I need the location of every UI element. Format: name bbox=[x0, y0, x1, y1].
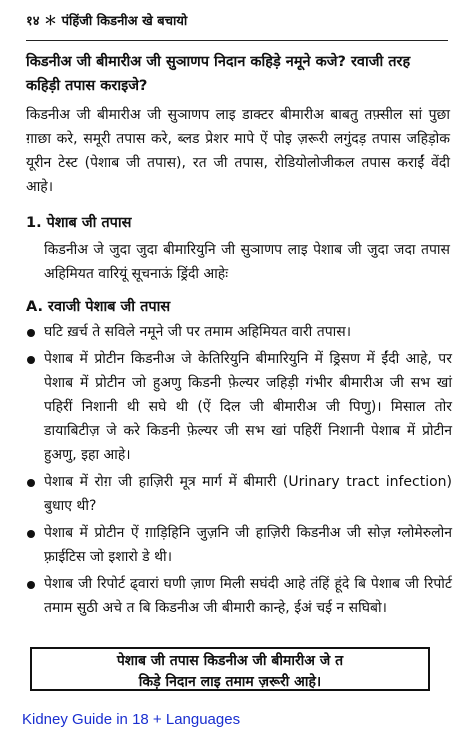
note-box-line-2: किड़े निदान लाइ तमाम ज़रूरी आहे। bbox=[138, 674, 322, 690]
bullet-dot-icon bbox=[27, 479, 35, 487]
bullet-list bbox=[26, 320, 452, 623]
question-heading: किडनीअ जी बीमारीअ जी सुञाणप निदान कहिड़े नमूने कजे? रवाजी तरह कहिड़ी तपास कराइजे? bbox=[26, 54, 411, 94]
subsection-heading: A. रवाजी पेशाब जी तपास bbox=[26, 299, 171, 315]
section-intro: किडनीअ जे जुदा जुदा बीमारियुनि जी सुञाणप लाइ पेशाब जी जुदा जदा तपास अहिमियत वारियूं सूचनाऊं ड्रिंदी आहेः bbox=[44, 242, 450, 282]
bullet-dot-icon bbox=[27, 329, 35, 337]
note-box-line-1: पेशाब जी तपास किडनीअ जी बीमारीअ जे त bbox=[116, 653, 344, 669]
list-item bbox=[26, 347, 452, 467]
list-item-text: घटि ख़र्च ते सविले नमूने जी पर तमाम अहिमियत वारी तपास। bbox=[44, 324, 352, 340]
bullet-dot-icon bbox=[27, 530, 35, 538]
list-item-text: पेशाब में प्रोटीन ऐं ग़ाड़िहिनि जुज़नि जी हाज़िरी किडनीअ जी सोज़ ग्लोमेरुलोन फ़्राईटिस जो इशारो डे थी। bbox=[44, 525, 452, 565]
footer-link[interactable]: Kidney Guide in 18 + Languages bbox=[22, 711, 241, 728]
note-box bbox=[30, 647, 430, 691]
list-item bbox=[26, 470, 452, 518]
header-divider bbox=[26, 40, 448, 41]
running-head: १४ ＊ पंहिंजी किडनीअ खे बचायो bbox=[26, 14, 188, 29]
bullet-dot-icon bbox=[27, 581, 35, 589]
section-heading: 1. पेशाब जी तपास bbox=[26, 215, 132, 231]
list-item-text: पेशाब में रोग़ जी हाज़िरी मूत्र मार्ग में बीमारी (Urinary tract infection) बुधाए थी? bbox=[44, 474, 452, 514]
list-item-text: पेशाब जी रिपोर्ट ढ्वारां घणी ज़ाण मिली सघंदी आहे तंहिं हूंदे बि पेशाब जी रिपोर्ट तमाम सुठी अचे त बि किडनीअ जी बीमारी कान्हे, ईअं चई न सघिबो। bbox=[44, 576, 452, 616]
bullet-dot-icon bbox=[27, 356, 35, 364]
intro-paragraph: किडनीअ जी बीमारीअ जी सुञाणप लाइ डाक्टर बीमारीअ बाबतु तफ़्सील सां पुछा ग़ाछा करे, समूरी तपास करे, ब्लड प्रेशर मापे ऐं पोइ ज़रूरी लगुंदड़ तपास जहिड़ोक यूरीन टेस्ट (पेशाब जी तपास), रत जी तपास, रोडियोलोजीकल तपास कराईं वेंदी आहे। bbox=[26, 107, 450, 195]
list-item bbox=[26, 521, 452, 569]
list-item bbox=[26, 572, 452, 620]
list-item bbox=[26, 320, 452, 344]
list-item-text: पेशाब में प्रोटीन किडनीअ जे केतिरियुनि बीमारियुनि में ड्रिसण में ईंदी आहे, पर पेशाब में प्रोटीन जो हुअणु किडनी फ़ेल्यर जहिड़ी गंभीर बीमारीअ जी सभ खां पहिरीं निशानी थी सघे थी (ऐं दिल जी बीमारीअ जी पिणु)। मिसाल तोर डायाबिटीज़ जे करे किडनी फ़ेल्यर जी सभ खां पहिरीं निशानी पेशाब में प्रोटीन हुअणु, इहा आहे। bbox=[44, 351, 452, 463]
